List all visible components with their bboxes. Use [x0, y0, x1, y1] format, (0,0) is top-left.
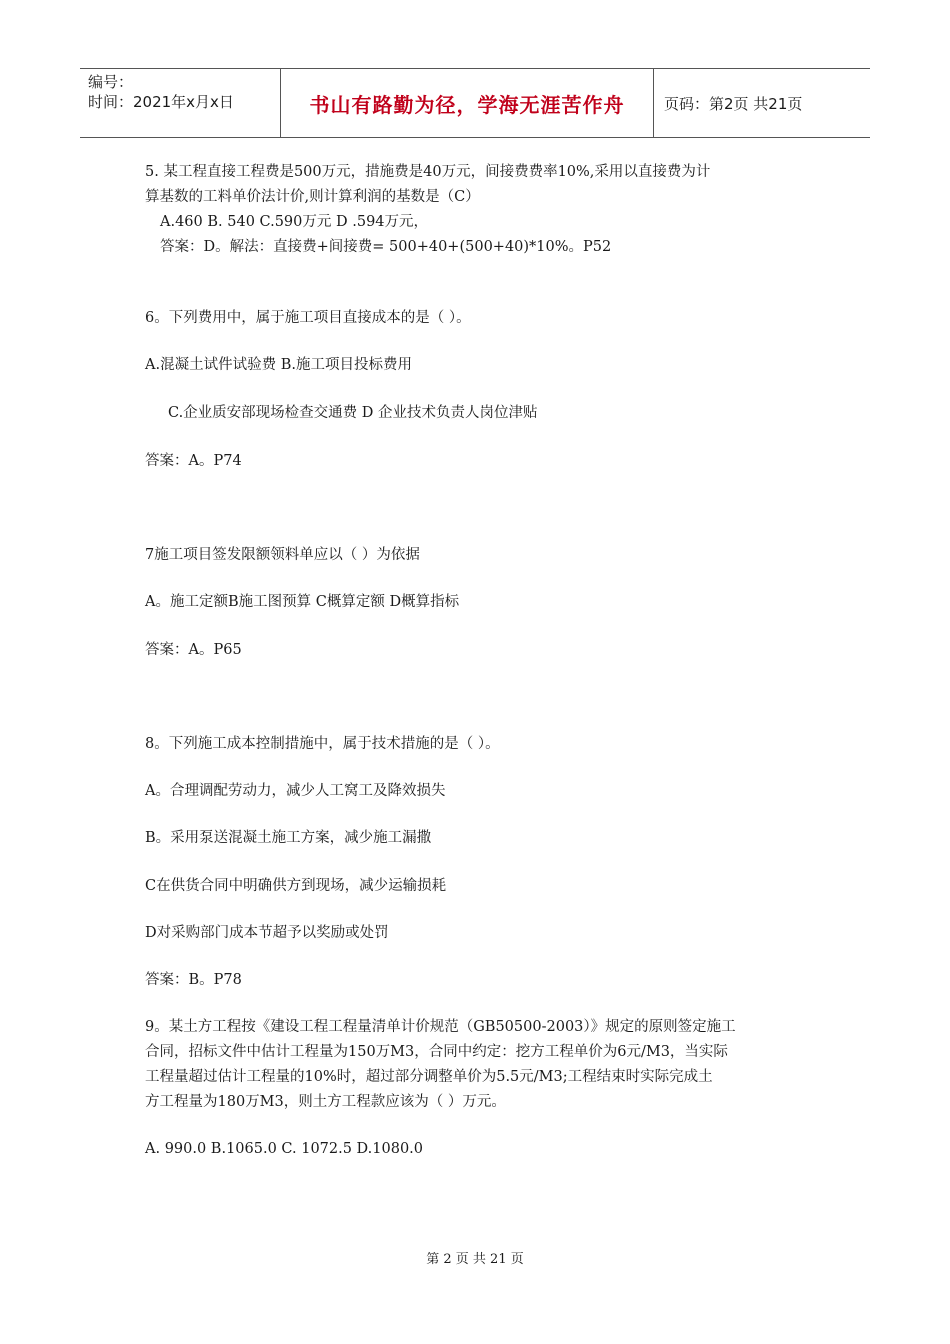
page-header	[80, 68, 870, 138]
q8-option-d: D对采购部门成本节超予以奖励或处罚	[145, 925, 389, 941]
q5-options: A.460 B. 540 C.590万元 D .594万元，	[160, 214, 429, 230]
q9-line1: 9。某土方工程按《建设工程工程量清单计价规范（GB50500-2003）》规定的原则签定施工	[145, 1019, 736, 1035]
header-page-cell	[654, 69, 870, 137]
q8-option-a: A。合理调配劳动力，减少人工窝工及降效损失	[145, 783, 446, 799]
q9-line4: 方工程量为180万M3，则土方工程款应该为（ ）万元。	[145, 1094, 506, 1110]
q5-line2: 算基数的工料单价法计价,则计算利润的基数是（C）	[145, 189, 480, 205]
header-meta	[80, 69, 281, 137]
motto-text: 书山有路勤为径，学海无涯苦作舟	[309, 92, 625, 117]
q6-answer: 答案：A。P74	[145, 453, 242, 469]
q5-line1: 5. 某工程直接工程费是500万元，措施费是40万元，间接费费率10%,采用以直接费为计	[145, 164, 711, 180]
page-info: 页码：第2页 共21页	[664, 94, 803, 113]
q7-options: A。施工定额B施工图预算 C概算定额 D概算指标	[145, 594, 460, 610]
page-footer: 第 2 页 共 21 页	[426, 1252, 524, 1267]
q7-question: 7施工项目签发限额领料单应以（ ）为依据	[145, 547, 420, 563]
q8-answer: 答案：B。P78	[145, 972, 242, 988]
q9-line2: 合同，招标文件中估计工程量为150万M3，合同中约定：挖方工程单价为6元/M3，当实际	[145, 1044, 728, 1060]
q9-line3: 工程量超过估计工程量的10%时，超过部分调整单价为5.5元/M3;工程结束时实际完成土	[145, 1069, 713, 1085]
q8-option-c: C在供货合同中明确供方到现场，减少运输损耗	[145, 878, 447, 894]
q6-options-ab: A.混凝土试件试验费 B.施工项目投标费用	[145, 357, 412, 373]
q5-answer: 答案：D。解法：直接费+间接费= 500+40+(500+40)*10%。P52	[160, 239, 612, 255]
q7-answer: 答案：A。P65	[145, 642, 242, 658]
number-label: 编号：	[88, 73, 134, 91]
q8-option-b: B。采用泵送混凝土施工方案，减少施工漏撒	[145, 830, 432, 846]
q6-options-cd: C.企业质安部现场检查交通费 D 企业技术负责人岗位津贴	[168, 405, 538, 421]
header-motto-cell	[281, 69, 654, 137]
q8-question: 8。下列施工成本控制措施中，属于技术措施的是（ ）。	[145, 736, 500, 752]
q9-options: A. 990.0 B.1065.0 C. 1072.5 D.1080.0	[145, 1141, 424, 1157]
time-label: 时间：2021年x月x日	[88, 93, 234, 111]
q6-question: 6。下列费用中，属于施工项目直接成本的是（ ）。	[145, 310, 471, 326]
